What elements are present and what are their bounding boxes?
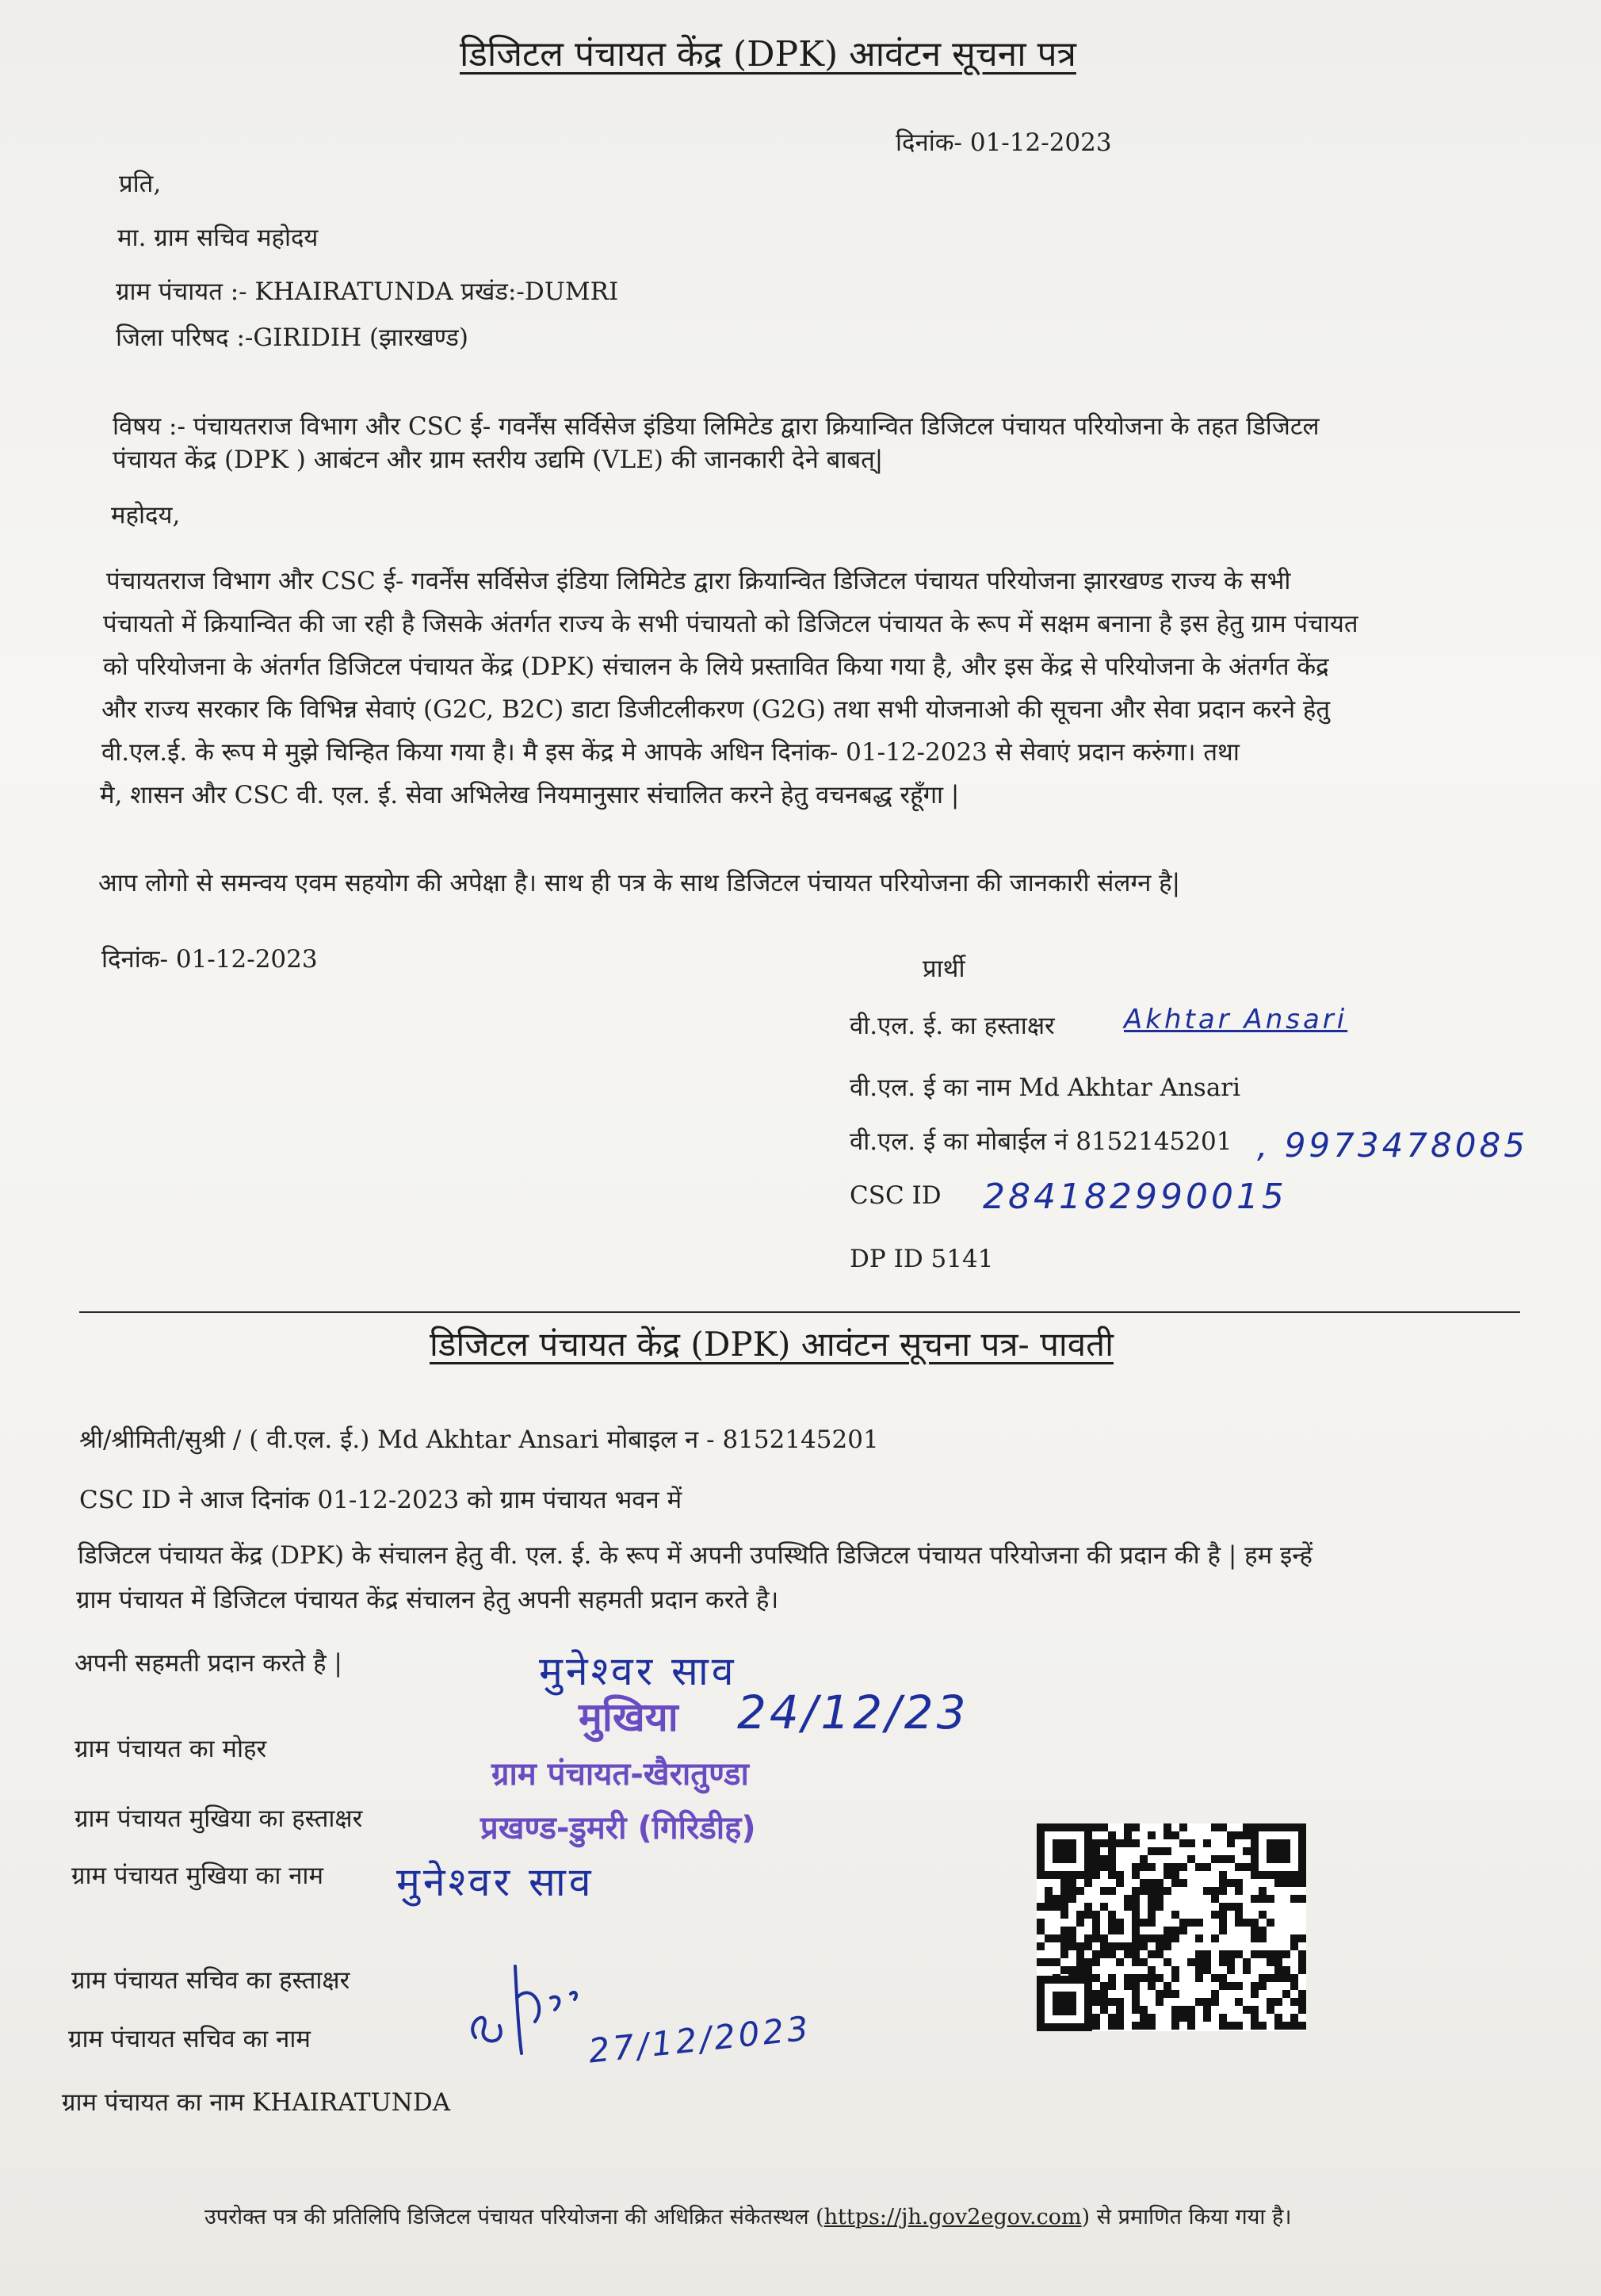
letter-date: दिनांक- 01-12-2023 [896,128,1112,157]
receipt-line-2: CSC ID ने आज दिनांक 01-12-2023 को ग्राम पंचायत भवन में [79,1486,682,1514]
seal-label: ग्राम पंचायत का मोहर [75,1735,267,1763]
sachiv-sign-label: ग्राम पंचायत सचिव का हस्ताक्षर [71,1966,350,1995]
stamp-block: प्रखण्ड-डुमरी (गिरिडीह) [480,1810,756,1846]
salutation: महोदय, [111,501,181,530]
csc-id-label: CSC ID [850,1181,942,1210]
vle-name: वी.एल. ई का नाम Md Akhtar Ansari [850,1073,1241,1102]
verification-link[interactable]: https://jh.gov2egov.com [823,2205,1082,2229]
dp-id: DP ID 5141 [850,1245,994,1273]
qr-code [1037,1823,1306,2031]
body-line: वी.एल.ई. के रूप मे मुझे चिन्हित किया गया है। मै इस केंद्र मे आपके अधिन दिनांक- 01-12-2023 से सेवाएं प्रदान करुंगा। तथा [101,738,1240,767]
mukhiya-name-label: ग्राम पंचायत मुखिया का नाम [71,1862,323,1890]
consent-line: अपनी सहमती प्रदान करते है | [75,1649,342,1678]
mukhiya-sign-label: ग्राम पंचायत मुखिया का हस्ताक्षर [75,1804,363,1833]
subject-line-2: पंचायत केंद्र (DPK ) आबंटन और ग्राम स्तरीय उद्यमि (VLE) की जानकारी देने बाबत्| [113,446,884,474]
vle-signature-label: वी.एल. ई. का हस्ताक्षर [850,1012,1055,1040]
address-district: जिला परिषद :-GIRIDIH (झारखण्ड) [116,323,468,352]
body-line: पंचायतो में क्रियान्वित की जा रही है जिसके अंतर्गत राज्य के सभी पंचायतो को डिजिटल पंचायत के रूप में सक्षम बनाना है इस हेतु ग्राम पंचायत [103,610,1358,638]
body-line: मै, शासन और CSC वी. एल. ई. सेवा अभिलेख नियमानुसार संचालित करने हेतु वचनबद्ध रहूँगा | [100,781,960,809]
receipt-title: डिजिटल पंचायत केंद्र (DPK) आवंटन सूचना पत्र- पावती [430,1325,1114,1364]
vle-mobile: वी.एल. ई का मोबाईल नं 8152145201 [850,1127,1232,1156]
section-divider [79,1311,1520,1313]
footer-date: दिनांक- 01-12-2023 [101,945,318,974]
mukhiya-name-handwritten: मुनेश्वर साव [396,1859,594,1905]
verification-prefix: उपरोक्त पत्र की प्रतिलिपि डिजिटल पंचायत परियोजना की अधिक्रित संकेतस्थल ( [204,2205,824,2229]
applicant-heading: प्रार्थी [923,955,965,983]
csc-id-handwritten: 284182990015 [983,1177,1287,1217]
address-recipient: मा. ग्राम सचिव महोदय [117,224,319,252]
stamp-mukhiya: मुखिया [579,1694,678,1740]
sachiv-name-label: ग्राम पंचायत सचिव का नाम [68,2025,311,2053]
body-line: को परियोजना के अंतर्गत डिजिटल पंचायत केंद्र (DPK) संचालन के लिये प्रस्तावित किया गया है, और इस केंद्र से परियोजना के अंतर्गत केंद्र [103,652,1329,681]
address-to: प्रति, [119,170,162,198]
mukhiya-signature: मुनेश्वर साव [539,1648,737,1694]
page-title: डिजिटल पंचायत केंद्र (DPK) आवंटन सूचना पत्र [460,34,1076,75]
sachiv-signature [460,1950,602,2064]
receipt-line-4: ग्राम पंचायत में डिजिटल पंचायत केंद्र संचालन हेतु अपनी सहमती प्रदान करते है। [76,1586,779,1614]
vle-mobile-handwritten: , 9973478085 [1257,1126,1528,1165]
body-line: और राज्य सरकार कि विभिन्न सेवाएं (G2C, B2C) डाटा डिजीटलीकरण (G2G) तथा सभी योजनाओ की सूचना और सेवा प्रदान करने हेतु [101,695,1331,724]
receipt-line-3: डिजिटल पंचायत केंद्र (DPK) के संचालन हेतु वी. एल. ई. के रूप में अपनी उपस्थिति डिजिटल पंचायत परियोजना की प्रदान की है | हम इन्हें [78,1541,1313,1570]
body-paragraph [100,560,1358,817]
request-line: आप लोगो से समन्वय एवम सहयोग की अपेक्षा है। साथ ही पत्र के साथ डिजिटल पंचायत परियोजना की जानकारी संलग्न है| [98,869,1181,897]
vle-signature: Akhtar Ansari [1124,1004,1348,1035]
body-line: पंचायतराज विभाग और CSC ई- गवर्नेंस सर्विसेज इंडिया लिमिटेड द्वारा क्रियान्वित डिजिटल पंचायत परियोजना झारखण्ड राज्य के सभी [106,567,1291,595]
receipt-line-1: श्री/श्रीमिती/सुश्री / ( वी.एल. ई.) Md Akhtar Ansari मोबाइल न - 8152145201 [79,1425,879,1454]
stamp-date: 24/12/23 [737,1686,969,1739]
address-panchayat: ग्राम पंचायत :- KHAIRATUNDA प्रखंड:-DUMRI [116,277,619,306]
subject-line-1: विषय :- पंचायतराज विभाग और CSC ई- गवर्नेंस सर्विसेज इंडिया लिमिटेड द्वारा क्रियान्वित डिजिटल पंचायत परियोजना के तहत डिजिटल [113,412,1320,441]
verification-suffix: ) से प्रमाणित किया गया है। [1081,2205,1292,2229]
panchayat-name: ग्राम पंचायत का नाम KHAIRATUNDA [62,2088,451,2117]
stamp-panchayat: ग्राम पंचायत-खैरातुण्डा [491,1756,749,1793]
verification-note [204,2201,1292,2230]
sachiv-date: 27/12/2023 [587,2008,813,2071]
